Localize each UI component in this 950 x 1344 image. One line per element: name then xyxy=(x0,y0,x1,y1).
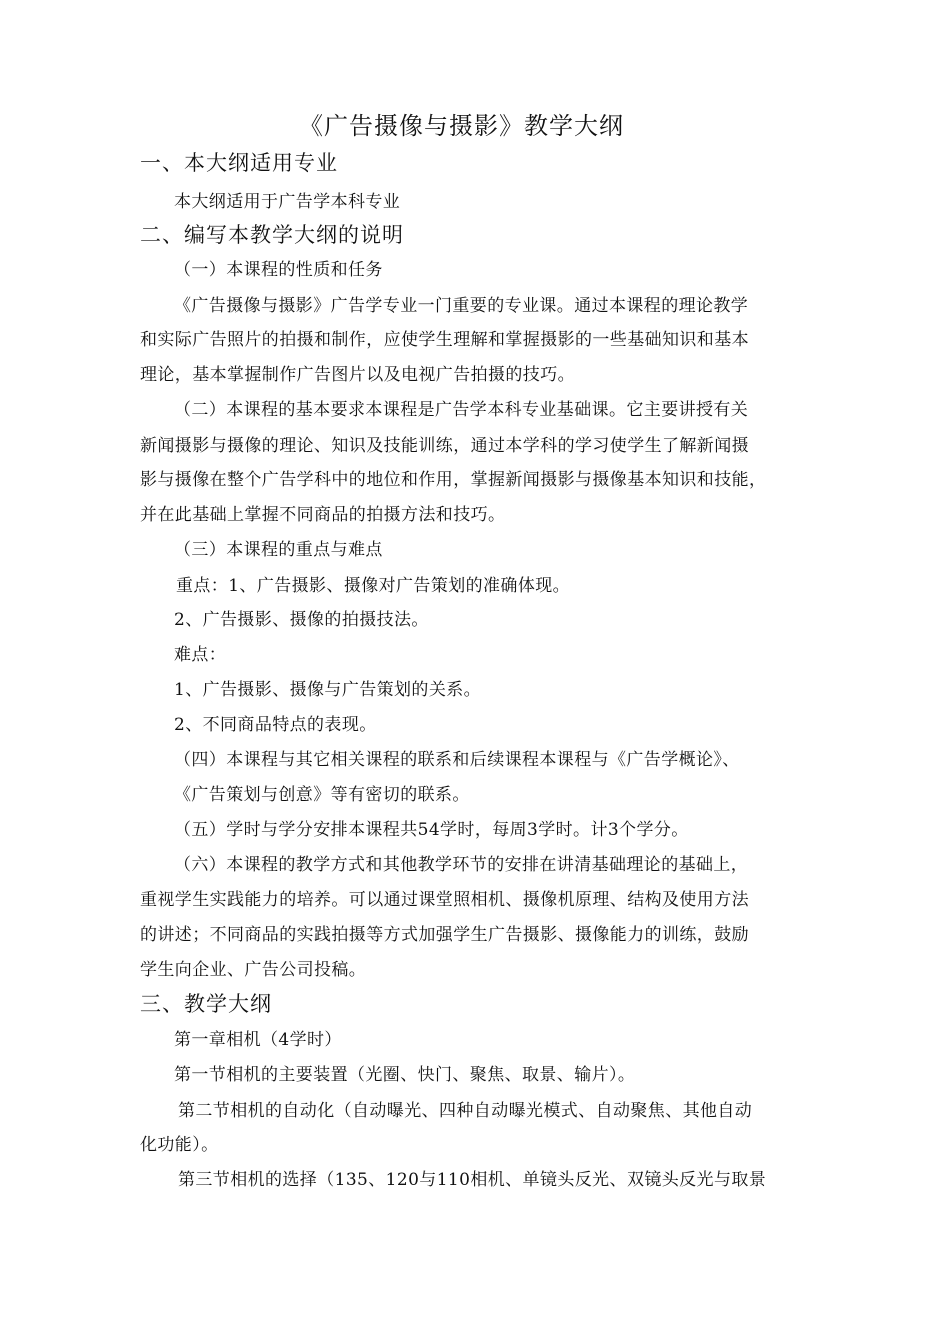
paragraph-line: 和实际广告照片的拍摄和制作，应使学生理解和掌握摄影的一些基础知识和基本 xyxy=(140,330,749,350)
subsection-heading: （六）本课程的教学方式和其他教学环节的安排在讲清基础理论的基础上， xyxy=(174,855,749,875)
subsection-heading: （三）本课程的重点与难点 xyxy=(174,540,383,560)
paragraph-line: 理论，基本掌握制作广告图片以及电视广告拍摄的技巧。 xyxy=(140,365,575,385)
subsection-heading: （五）学时与学分安排本课程共54学时，每周3学时。计3个学分。 xyxy=(174,820,689,840)
paragraph-line: 《广告策划与创意》等有密切的联系。 xyxy=(174,785,470,805)
paragraph-line: 2、广告摄影、摄像的拍摄技法。 xyxy=(174,610,429,630)
section-heading-1: 一、本大纲适用专业 xyxy=(140,151,338,175)
paragraph-line: 难点： xyxy=(174,645,227,665)
section-line: 化功能）。 xyxy=(140,1135,219,1155)
subsection-heading: （四）本课程与其它相关课程的联系和后续课程本课程与《广告学概论》、 xyxy=(174,750,740,770)
section-line: 第三节相机的选择（135、120与110相机、单镜头反光、双镜头反光与取景 xyxy=(178,1170,767,1190)
paragraph-line: 1、广告摄影、摄像与广告策划的关系。 xyxy=(174,680,482,700)
section-heading-2: 二、编写本教学大纲的说明 xyxy=(140,223,404,247)
paragraph-line: 影与摄像在整个广告学科中的地位和作用，掌握新闻摄影与摄像基本知识和技能， xyxy=(140,470,767,490)
chapter-heading: 第一章相机（4学时） xyxy=(174,1030,342,1050)
paragraph-line: 2、不同商品特点的表现。 xyxy=(174,715,377,735)
document-title: 《广告摄像与摄影》教学大纲 xyxy=(299,112,624,140)
paragraph-line: 《广告摄像与摄影》广告学专业一门重要的专业课。通过本课程的理论教学 xyxy=(174,296,749,316)
section-line: 第一节相机的主要装置（光圈、快门、聚焦、取景、输片）。 xyxy=(174,1065,636,1085)
paragraph-line: （二）本课程的基本要求本课程是广告学本科专业基础课。它主要讲授有关 xyxy=(174,400,749,420)
paragraph-line: 学生向企业、广告公司投稿。 xyxy=(140,960,367,980)
paragraph-line: 并在此基础上掌握不同商品的拍摄方法和技巧。 xyxy=(140,505,506,525)
paragraph-line: 本大纲适用于广告学本科专业 xyxy=(174,192,401,212)
paragraph-line: 的讲述；不同商品的实践拍摄等方式加强学生广告摄影、摄像能力的训练，鼓励 xyxy=(140,925,749,945)
section-line: 第二节相机的自动化（自动曝光、四种自动曝光模式、自动聚焦、其他自动 xyxy=(178,1101,753,1121)
section-heading-3: 三、教学大纲 xyxy=(140,992,272,1016)
paragraph-line: 新闻摄影与摄像的理论、知识及技能训练，通过本学科的学习使学生了解新闻摄 xyxy=(140,436,749,456)
paragraph-line: 重点：1、广告摄影、摄像对广告策划的准确体现。 xyxy=(176,576,571,596)
paragraph-line: 重视学生实践能力的培养。可以通过课堂照相机、摄像机原理、结构及使用方法 xyxy=(140,890,749,910)
subsection-heading: （一）本课程的性质和任务 xyxy=(174,260,383,280)
